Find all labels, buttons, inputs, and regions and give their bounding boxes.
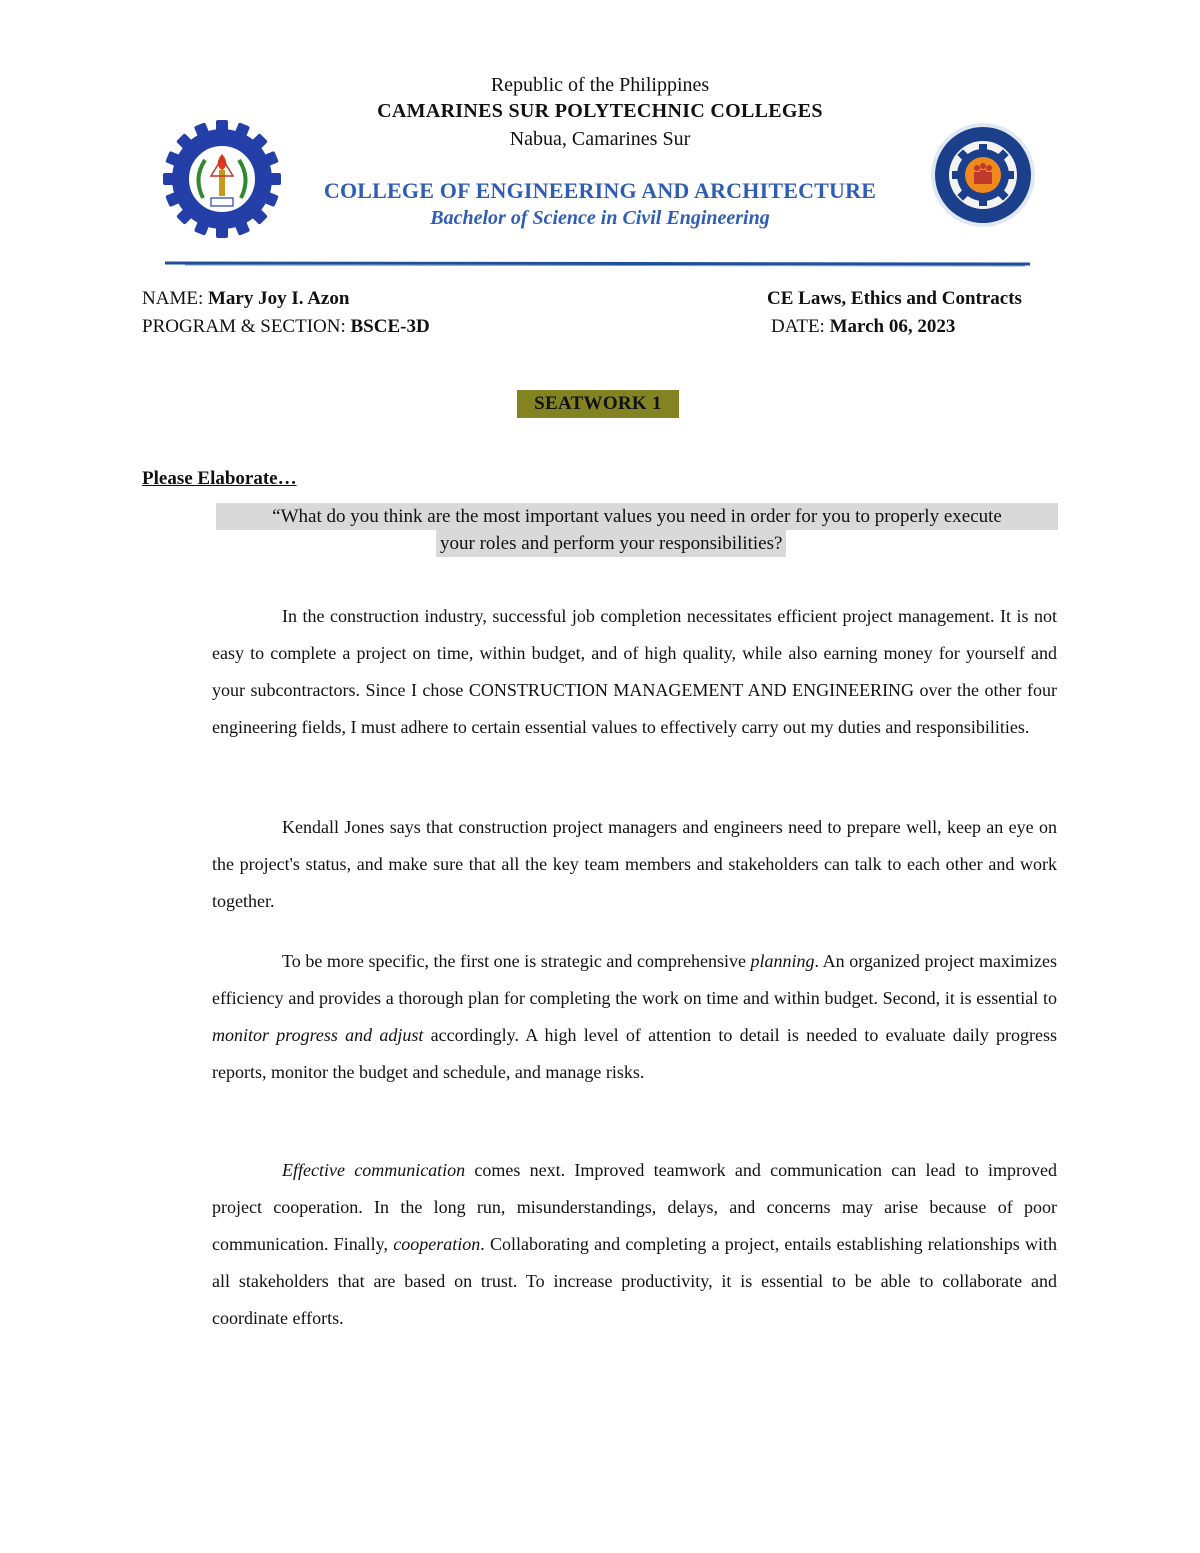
p3-emphasis-planning: planning xyxy=(750,951,815,971)
paragraph-3-text xyxy=(212,943,1057,1091)
paragraph-2-text: Kendall Jones says that construction project managers and engineers need to prepare well, keep an eye on the project's status, and make sure that all the key team members and stakeholders can talk to each other and work together. xyxy=(212,817,1057,911)
program-section xyxy=(142,316,430,338)
date-label: DATE: xyxy=(771,316,825,337)
school-name: CAMARINES SUR POLYTECHNIC COLLEGES xyxy=(377,100,823,122)
seatwork-title: SEATWORK 1 xyxy=(517,390,679,418)
paragraph-1 xyxy=(212,598,1057,746)
p3-emphasis-monitor: monitor progress and adjust xyxy=(212,1025,424,1045)
name-value: Mary Joy I. Azon xyxy=(207,288,350,309)
cspc-seal-logo xyxy=(163,120,281,238)
psu-engineering-seal-logo xyxy=(930,122,1036,228)
header-divider xyxy=(165,254,1030,262)
paragraph-4 xyxy=(212,1152,1057,1337)
school-location: Nabua, Camarines Sur xyxy=(509,128,691,150)
date-value: March 06, 2023 xyxy=(829,316,956,337)
p3-part-e: accordingly. A high level of attention to detail is needed to evaluate daily progress reports, monitor the budget and schedule, and manage risks. xyxy=(212,1025,1057,1082)
college-name: COLLEGE OF ENGINEERING AND ARCHITECTURE xyxy=(323,178,877,203)
p3-part-a: To be more specific, the first one is strategic and comprehensive xyxy=(282,951,751,971)
degree-program: Bachelor of Science in Civil Engineering xyxy=(430,207,770,229)
paragraph-3 xyxy=(212,943,1057,1091)
republic-line: Republic of the Philippines xyxy=(490,74,710,96)
submission-date xyxy=(771,316,955,338)
paragraph-4-text xyxy=(212,1152,1057,1337)
course-value: CE Laws, Ethics and Contracts xyxy=(767,288,1022,309)
question-line-2: your roles and perform your responsibilities? xyxy=(436,530,786,557)
paragraph-2 xyxy=(212,809,1057,920)
question-line-1: “What do you think are the most important values you need in order for you to properly execute xyxy=(216,503,1058,530)
p4-part-b: comes next. Improved teamwork and communication can lead to improved project cooperation. In the long run, misunderstandings, delays, and concerns may arise because of poor communication. Finally, xyxy=(212,1160,1057,1254)
program-label: PROGRAM & SECTION: xyxy=(142,316,346,337)
name-label: NAME: xyxy=(142,288,204,309)
prompt-heading: Please Elaborate… xyxy=(142,468,297,489)
paragraph-1-text: In the construction industry, successful job completion necessitates efficient project management. It is not easy to complete a project on time, within budget, and of high quality, while also earning money for yourself and your subcontractors. Since I chose CONSTRUCTION MANAGEMENT AND ENGINEERING over the other four engineering fields, I must adhere to certain essential values to effectively carry out my duties and responsibilities. xyxy=(212,606,1057,737)
p4-part-d: . Collaborating and completing a project, entails establishing relationships with all stakeholders that are based on trust. To increase productivity, it is essential to be able to collaborate and coordinate efforts. xyxy=(212,1234,1057,1328)
p4-emphasis-communication: Effective communication xyxy=(282,1160,466,1180)
p4-emphasis-cooperation: cooperation xyxy=(393,1234,481,1254)
course-title xyxy=(767,288,1022,310)
student-name xyxy=(142,288,349,310)
program-value: BSCE-3D xyxy=(350,316,430,337)
p3-part-c: . An organized project maximizes efficiency and provides a thorough plan for completing the work on time and within budget. Second, it is essential to xyxy=(212,951,1057,1008)
